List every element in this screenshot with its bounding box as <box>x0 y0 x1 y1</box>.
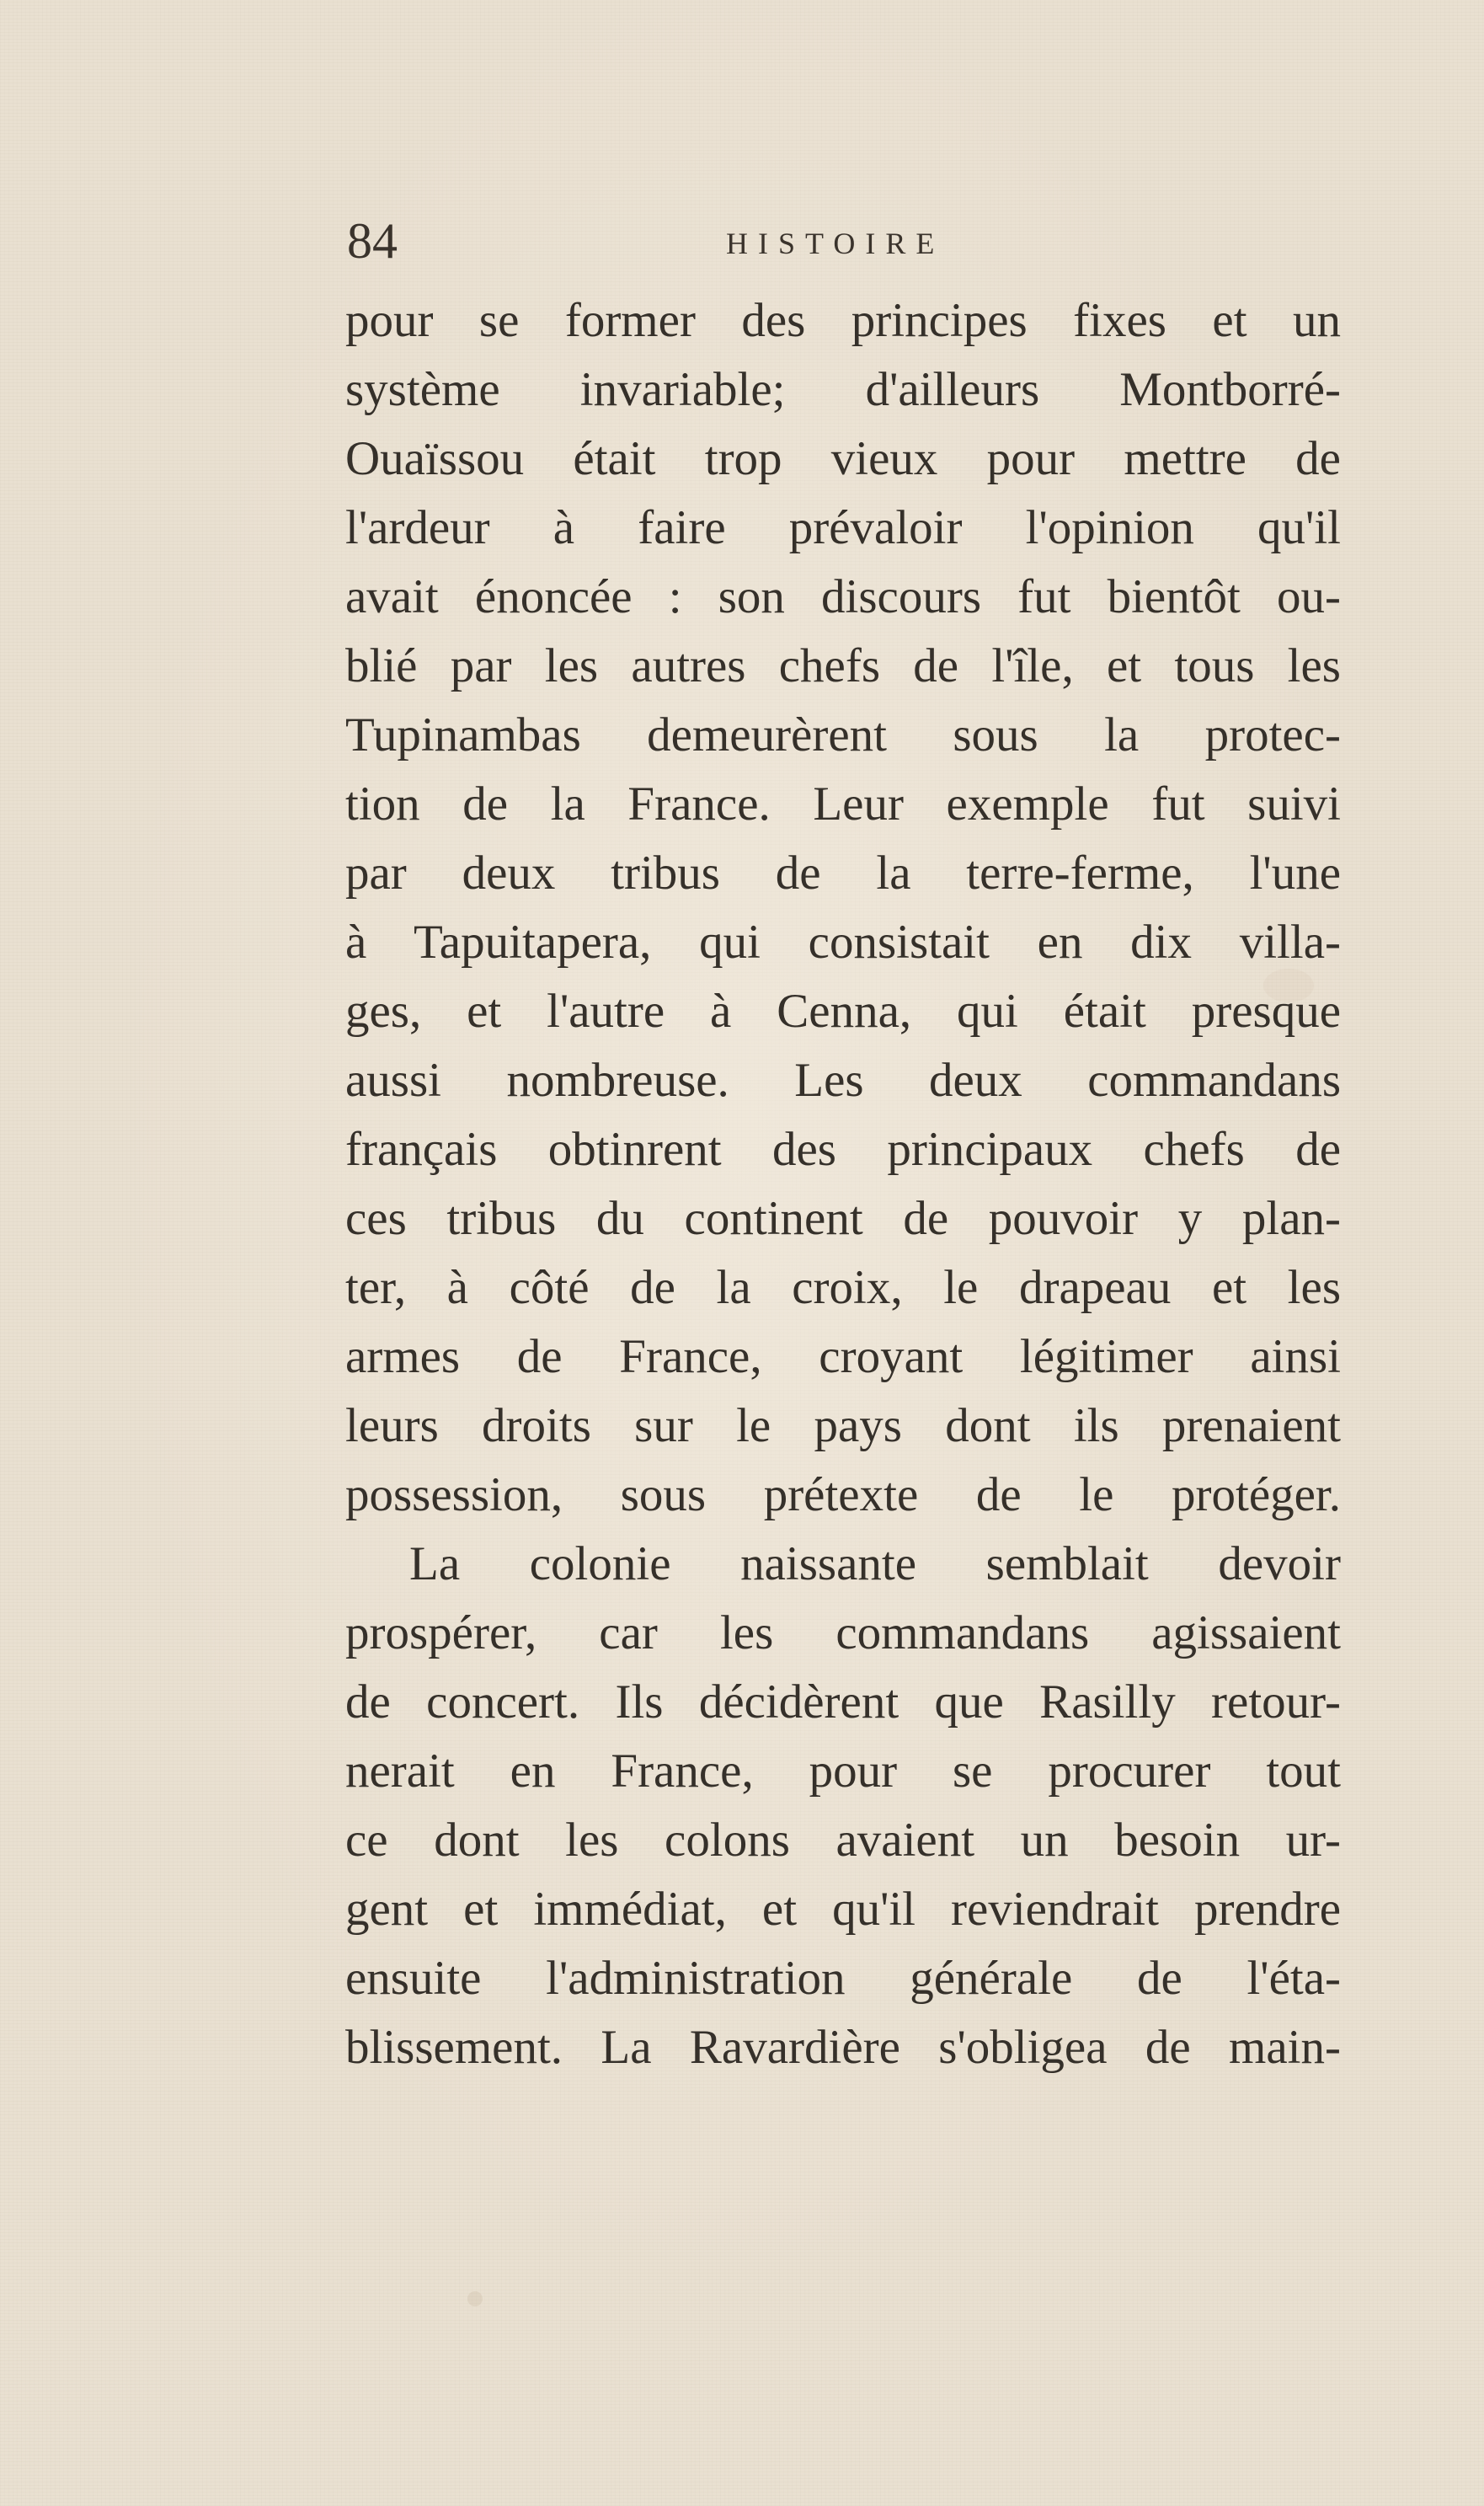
page-number: 84 <box>347 213 398 269</box>
text-line: pour se former des principes fixes et un <box>345 294 1341 347</box>
text-line: tion de la France. Leur exemple fut suivi <box>345 777 1341 831</box>
text-line: ensuite l'administration générale de l'éta- <box>345 1952 1341 2005</box>
text-line: ces tribus du continent de pouvoir y plan- <box>345 1192 1341 1245</box>
text-line: aussi nombreuse. Les deux commandans <box>345 1054 1341 1107</box>
text-line: nerait en France, pour se procurer tout <box>345 1745 1341 1798</box>
text-line: par deux tribus de la terre-ferme, l'une <box>345 847 1341 900</box>
text-line: gent et immédiat, et qu'il reviendrait prendre <box>345 1883 1341 1936</box>
text-line: à Tapuitapera, qui consistait en dix villa- <box>345 916 1341 969</box>
text-line: Ouaïssou était trop vieux pour mettre de <box>345 432 1341 485</box>
text-line: blissement. La Ravardière s'obligea de main- <box>345 2021 1341 2074</box>
text-line: ce dont les colons avaient un besoin ur- <box>345 1814 1341 1867</box>
text-line: l'ardeur à faire prévaloir l'opinion qu'il <box>345 501 1341 554</box>
text-line: de concert. Ils décidèrent que Rasilly retour- <box>345 1675 1341 1729</box>
running-head: HISTOIRE <box>726 227 945 260</box>
text-line: prospérer, car les commandans agissaient <box>345 1606 1341 1659</box>
text-line: système invariable; d'ailleurs Montborré- <box>345 363 1341 416</box>
text-line: possession, sous prétexte de le protéger. <box>345 1468 1341 1521</box>
text-line: Tupinambas demeurèrent sous la protec- <box>345 708 1341 761</box>
text-line: avait énoncée : son discours fut bientôt ou- <box>345 570 1341 623</box>
text-line: ges, et l'autre à Cenna, qui était presque <box>345 985 1341 1038</box>
paragraph-start-line: La colonie naissante semblait devoir <box>409 1537 1341 1590</box>
page-header <box>347 207 1339 275</box>
paper-stain <box>467 2291 483 2306</box>
text-line: français obtinrent des principaux chefs de <box>345 1123 1341 1176</box>
text-line: ter, à côté de la croix, le drapeau et les <box>345 1261 1341 1314</box>
body-text <box>345 286 1341 2082</box>
text-line: blié par les autres chefs de l'île, et tous les <box>345 639 1341 692</box>
text-line: leurs droits sur le pays dont ils prenaient <box>345 1399 1341 1452</box>
text-line: armes de France, croyant légitimer ainsi <box>345 1330 1341 1383</box>
